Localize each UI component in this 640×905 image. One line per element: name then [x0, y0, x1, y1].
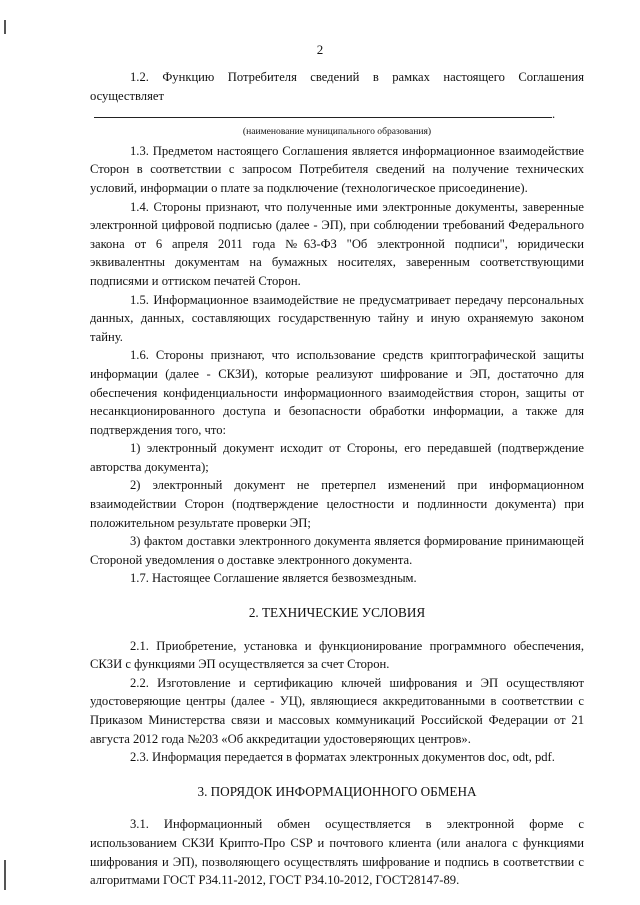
paragraph-2-1: 2.1. Приобретение, установка и функционирование программного обеспечения, СКЗИ с функциями ЭП осуществляется за счет Сторон.: [90, 638, 584, 672]
paragraph-1-4: 1.4. Стороны признают, что полученные ими электронные документы, заверенные электронной цифровой подписью (далее - ЭП), при соблюдении требований Федерального закона от 6 апреля 2011 года №63-ФЗ "Об электронной подписи", юридически эквивалентны документам на бумажных носителях, заверенным соответствующими подписями и оттиском печатей Сторон.: [90, 199, 584, 288]
section-2-heading: 2. ТЕХНИЧЕСКИЕ УСЛОВИЯ: [248, 605, 426, 621]
municipality-blank-line: [94, 105, 552, 118]
paragraph-1-6-item-1: 1) электронный документ исходит от Стороны, его передавшей (подтверждение авторства документа);: [90, 441, 584, 474]
paragraph-2-3: 2.3. Информация передается в форматах электронных документов doc, odt, pdf.: [130, 750, 555, 765]
paragraph-1-7: 1.7. Настоящее Соглашение является безвозмездным.: [130, 571, 417, 586]
paragraph-1-3: 1.3. Предметом настоящего Соглашения является информационное взаимодействие Сторон в соответствии с запросом Потребителя сведений на получение технических условий, информации о плате за подключение (технологическое присоединение).: [90, 143, 584, 195]
scan-edge-mark: [4, 860, 6, 890]
scan-edge-mark: [4, 20, 6, 34]
paragraph-1-6: 1.6. Стороны признают, что использование средств криптографической защиты информации (далее - СКЗИ), которые реализуют шифрование и ЭП, достаточно для обеспечения конфиденциальности информационного взаимодействия сторон, защиты от несанкционированного доступа и безопасности обработки информации, а также для подтверждения того, что:: [90, 348, 584, 437]
paragraph-3-1: 3.1. Информационный обмен осуществляется в электронной форме с использованием СКЗИ Крипто-Про CSP и почтового клиента (или аналога с функциями шифрования и ЭП), позволяющего осуществлять шифрование и подпись в соответствии с алгоритмами ГОСТ Р34.11-2012, ГОСТ Р34.10-2012, ГОСТ28147-89.: [90, 817, 584, 888]
paragraph-1-5: 1.5. Информационное взаимодействие не предусматривает передачу персональных данных, данных, составляющих государственную тайну и иную охраняемую законом тайну.: [90, 292, 584, 344]
section-3-heading: 3. ПОРЯДОК ИНФОРМАЦИОННОГО ОБМЕНА: [197, 783, 477, 799]
page-number: 2: [316, 42, 324, 57]
paragraph-1-2: 1.2. Функцию Потребителя сведений в рамках настоящего Соглашения осуществляет.: [90, 70, 584, 122]
paragraph-1-6-item-3: 3) фактом доставки электронного документа является формирование принимающей Стороной уведомления о доставке электронного документа.: [90, 534, 584, 567]
paragraph-2-2: 2.2. Изготовление и сертификацию ключей шифрования и ЭП осуществляют удостоверяющие центры (далее - УЦ), являющиеся аккредитованными в соответствии с Приказом Министерства связи и массовых коммуникаций Российской Федерации от 21 августа 2012 года №203 «Об аккредитации удостоверяющих центров».: [90, 675, 584, 746]
paragraph-1-6-item-2: 2) электронный документ не претерпел изменений при информационном взаимодействии Сторон (подтверждение целостности и подлинности документа) при положительном результате проверки ЭП;: [90, 478, 584, 530]
document-body: [90, 68, 584, 890]
municipality-caption: (наименование муниципального образования): [242, 125, 432, 137]
